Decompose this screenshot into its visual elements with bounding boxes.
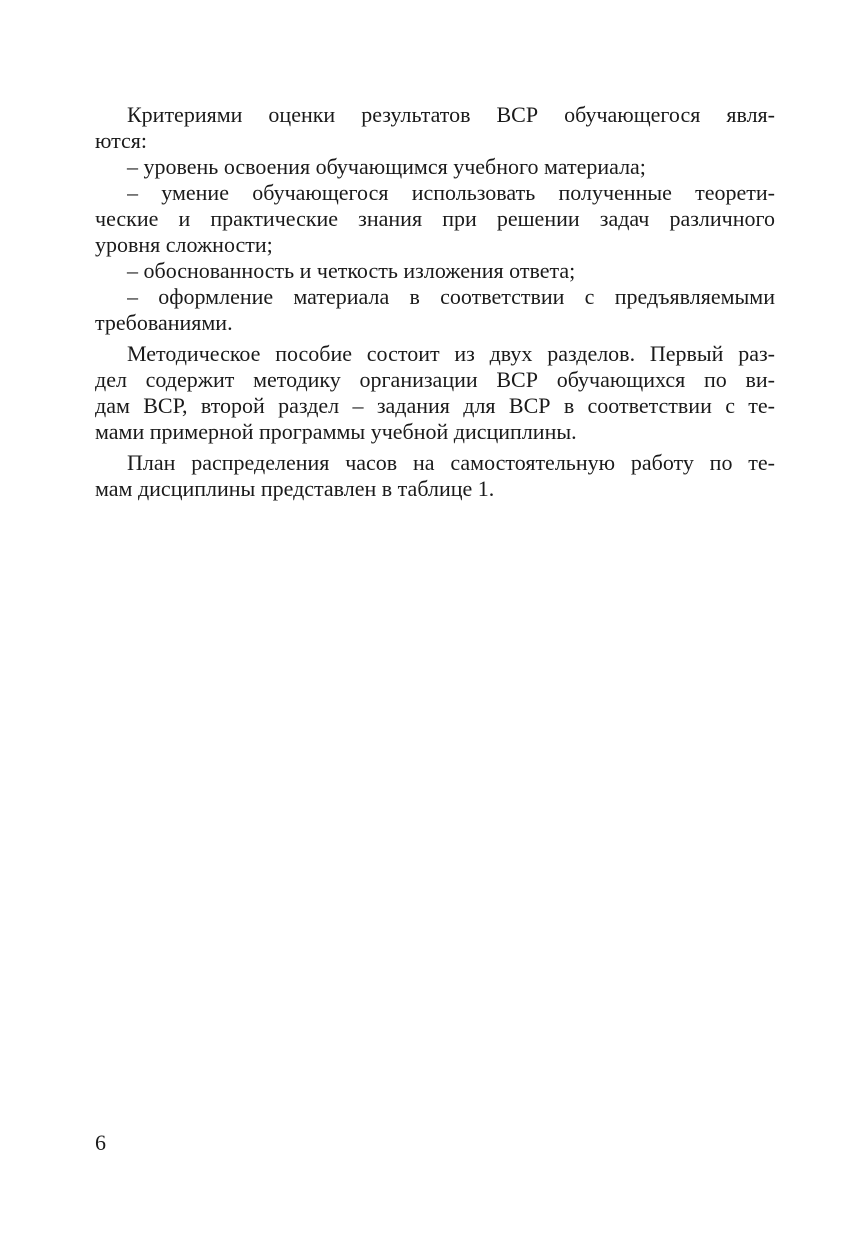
text-line: ются: (95, 128, 148, 153)
text-line: дел содержит методику организации ВСР обучающихся по ви- (95, 367, 775, 392)
page-number: 6 (95, 1130, 106, 1155)
text-line: уровня сложности; (95, 232, 273, 257)
text-line: План распределения часов на самостоятельную работу по те- (127, 450, 775, 475)
list-item: – умение обучающегося использовать полученные теорети- (127, 180, 775, 205)
text-line: мам дисциплины представлен в таблице 1. (95, 476, 495, 501)
list-item: – уровень освоения обучающимся учебного материала; (127, 154, 646, 179)
list-item: – обоснованность и четкость изложения ответа; (127, 258, 576, 283)
list-item: – оформление материала в соответствии с предъявляемыми (127, 284, 775, 309)
text-line: дам ВСР, второй раздел – задания для ВСР в соответствии с те- (95, 393, 775, 418)
text-line: требованиями. (95, 310, 233, 335)
text-line: ческие и практические знания при решении задач различного (95, 206, 775, 231)
text-line: Критериями оценки результатов ВСР обучающегося явля- (127, 102, 775, 127)
text-line: мами примерной программы учебной дисциплины. (95, 419, 577, 444)
text-line: Методическое пособие состоит из двух разделов. Первый раз- (127, 341, 775, 366)
